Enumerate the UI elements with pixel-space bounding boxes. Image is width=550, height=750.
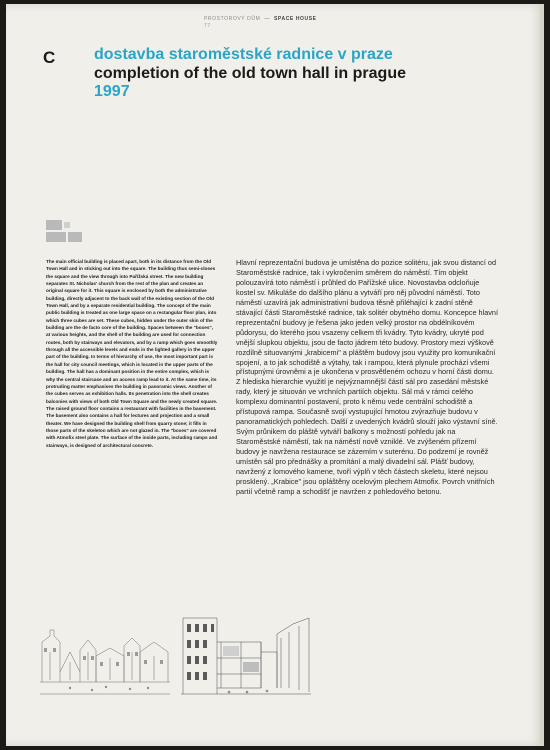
text-czech bbox=[236, 258, 498, 497]
header-separator: — bbox=[264, 16, 270, 22]
page-number: 77 bbox=[204, 23, 211, 29]
header-left: PROSTOROVÝ DŮM bbox=[204, 16, 261, 22]
running-header bbox=[204, 16, 317, 29]
paragraph-czech: Hlavní reprezentační budova je umístěna do pozice solitéru, jak svou distancí od Staroměstské radnice, tak i vykročením směrem do náměstí. Tím objekt polouzavírá toto náměstí i průhled do Pařížské ulice. Novostavba odcloňuje kostel sv. Mikuláše do dalšího plánu a vytváří pro něj původní náměstí. Toto náměstí uzavírá jak administrativní budova těsně přiléhající k zadní stěně stávající části Staroměstské radnice, tak solitér obytného domu. Koncepce hlavní reprezentační budovy je řešena jako jeden velký prostor na obdélníkovém půdorysu, do kterého jsou vsazeny celkem tři kvádry. Tyto kvádry, ukryté pod vnější slupkou objektu, jsou de facto jádrem této budovy. Prostory mezi výškově rozdílně situovanými „krabicemi" a pláštěm budovy jsou využity pro komunikační spojení, a to jak schodiště a výtahy, tak i rampou, která plynule prochází všemi přístupnými úrovněmi a je ukončena v prosvětleném ochozu v horní části domu. Z hlediska hierarchie využití je nejvýznamnější částí sál pro zasedání městské rady, který je situován ve vrchních partiích objektu. Sál má v rámci celého komplexu dominantní postavení, proto k němu vede centrální schodiště a přístupová rampa. Současně svojí vystupující hmotou zvýrazňuje budovu v panoramatických pohledech. Další z uvedených kvádrů slouží jako výstavní síně. Svým průnikem do pláště vytváří balkony s možností pohledu jak na Staroměstské náměstí, tak na náměstí nově vzniklé. Ve zvýšeném přízemí budovy je navržena restaurace se zázemím v suterénu. Do podzemí je rovněž umístěn sál pro přednášky a promítání a malý divadelní sál. Plášť budovy, navržený z lomového kamene, tvoří výplň v těch částech skeletu, které nejsou prosklený. „Krabice" jsou opláštěny ocelovým plechem Atmofix. Povrch vnitřních partií včetně ramp a schodišť je navržen z pohledového betonu. bbox=[236, 258, 499, 496]
site-plan-thumbnail bbox=[46, 220, 82, 248]
street-view-sketch bbox=[181, 612, 311, 704]
old-town-square-sketch bbox=[40, 612, 170, 704]
title-english: completion of the old town hall in prague bbox=[94, 65, 406, 82]
page-edge bbox=[540, 4, 544, 746]
section-letter: C bbox=[43, 48, 56, 67]
book-page bbox=[6, 4, 544, 746]
title-czech: dostavba staroměstské radnice v praze bbox=[94, 46, 393, 63]
text-english bbox=[46, 258, 218, 449]
header-right: SPACE HOUSE bbox=[273, 16, 317, 22]
project-year: 1997 bbox=[94, 83, 130, 100]
paragraph-english: The main official building is placed apart, both in its distance from the Old Town Hall and in sticking out into the square. The building thus semi-closes the square and the view through into Pařížská street. The new building separates St. Nicholas' church from the rest of the plan and creates an original square for it. This square is enclosed by both the administrative building, directly adjacent to the back wall of the existing section of the Old Town Hall, and by a separate residential building. The concept of the main public building is treated as one large space on a rectangular floor plan, into which three cubes are set. These cubes, hidden under the outer skin of the building are the de facto core of the building. Spaces between the "boxes", at various heights, and the shell of the building are used for connection routes, both by stairways and elevators, and by a ramp which goes smoothly through all the accessible levels and ends in the lighted gallery in the upper part of the building. In terms of hierarchy of use, the most important part is the hall for city council meetings, which is located in the upper parts of the building. The hall has a dominant position in the entire complex, which is why the central staircase and an access ramp lead to it. At the same time, its protruding matter emphasises the building in panoramic views. Another of the cubes serves as exhibition halls. Its penetration into the shell creates balconies with views of both Old Town Square and the newly created square. The raised ground floor contains a restaurant with facilities in the basement. The basement also contains a hall for lectures and projection and a small theater. We have designed the building shell from quarry stone; it fills in those parts of the skeleton which are not glazed in. The "boxes" are covered with Atmofix steel plate. The surface of the inside parts, including ramps and stairways, is designed of architectural concrete. bbox=[46, 259, 218, 448]
